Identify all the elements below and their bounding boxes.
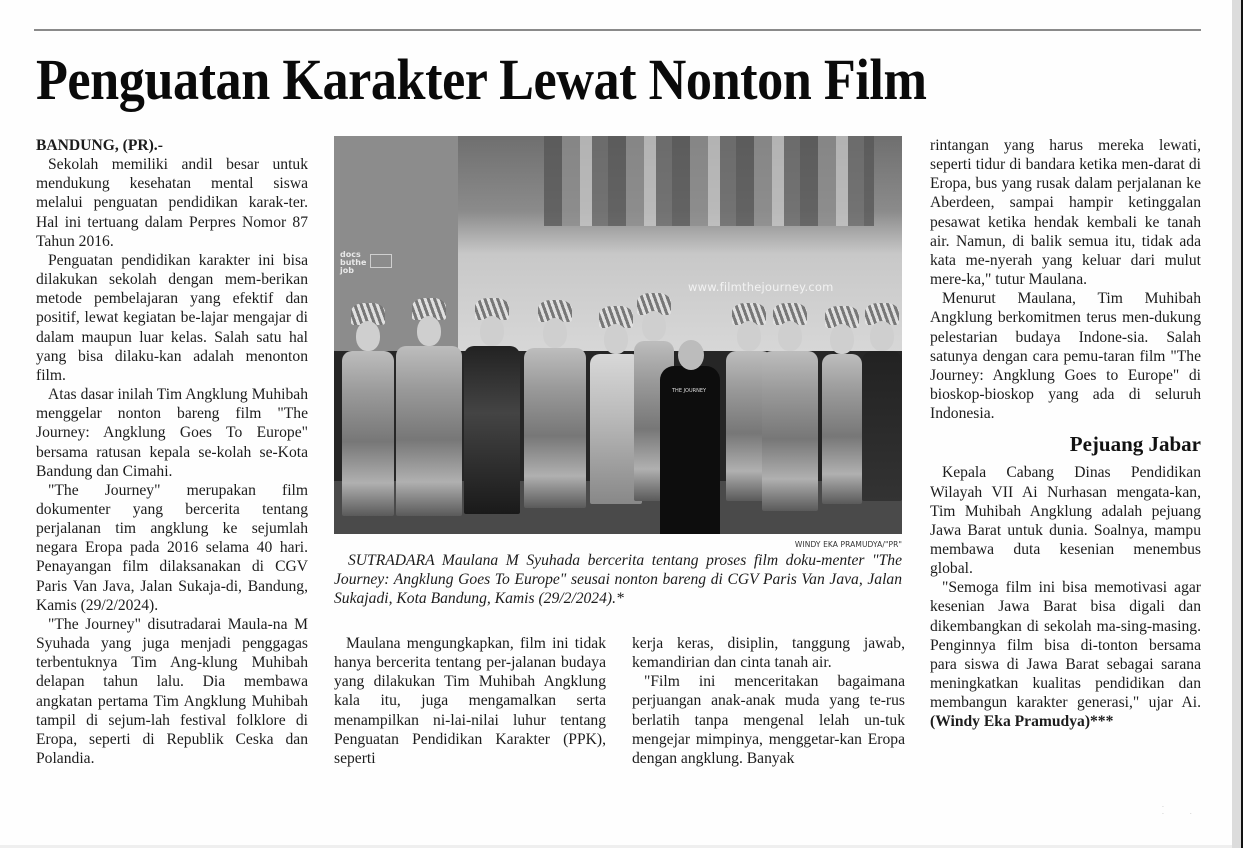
screen-image-people (544, 136, 874, 226)
performer-figure (762, 351, 818, 511)
speaker-head (678, 340, 704, 370)
article-column-2 (334, 634, 606, 768)
performer-figure (822, 354, 862, 504)
paragraph: Kepala Cabang Dinas Pendidikan Wilayah VII Ai Nurhasan mengata-kan, Tim Muhibah Angklung adalah pejuang Jawa Barat untuk dunia. Soalnya, mampu membawa duta kesenian menembus global. (930, 464, 1201, 578)
section-subhead: Pejuang Jabar (1069, 432, 1201, 457)
paragraph: Atas dasar inilah Tim Angklung Muhibah menggelar nonton bareng film "The Journey: Angklung Goes To Europe" bersama ratusan kepala se-kolah se-Kota Bandung dan Cimahi. (36, 386, 308, 480)
article-photo (334, 136, 902, 534)
byline: (Windy Eka Pramudya)*** (930, 713, 1114, 731)
paragraph: Menurut Maulana, Tim Muhibah Angklung berkomitmen terus men-dukung pelestarian budaya Indone-sia. Salah satunya dengan cara pemu-taran film "The Journey: Angklung Goes to Europe" di bioskop-bioskop yang ada di seluruh Indonesia. (930, 290, 1201, 423)
paragraph-text: "Semoga film ini bisa memotivasi agar kesenian Jawa Barat bisa digali dan dikembangkan di sekolah ma-sing-masing. Penginnya film bisa di-tonton bersama para siswa di Jawa Barat sebagai sarana meningkatkan kualitas pendidikan dan membangun karakter generasi," ujar Ai. (930, 579, 1201, 712)
article-column-3 (632, 634, 905, 768)
performer-figure (396, 346, 462, 516)
screen-logo-box (370, 254, 392, 268)
photo-credit: WINDY EKA PRAMUDYA/"PR" (794, 540, 902, 549)
performer-figure (342, 351, 394, 516)
article-column-4 (930, 136, 1201, 732)
paragraph: Maulana mengungkapkan, film ini tidak hanya bercerita tentang per-jalanan budaya yang dilakukan Tim Muhibah Angklung kala itu, juga mengamalkan serta menampilkan ni-lai-nilai luhur tentang Penguatan Pendidikan Karakter (PPK), seperti (334, 635, 606, 767)
performer-figure (524, 348, 586, 508)
performer-figure (862, 351, 902, 501)
screen-url-text: www.filmthejourney.com (688, 280, 834, 294)
shirt-text: THE JOURNEY (672, 388, 707, 394)
page-marks: · ·· (1162, 804, 1218, 818)
paragraph: kerja keras, disiplin, tanggung jawab, kemandirian dan cinta tanah air. (632, 635, 905, 672)
dateline: BANDUNG, (PR).- (36, 137, 163, 154)
top-rule-divider (34, 29, 1201, 31)
paragraph: Sekolah memiliki andil besar untuk mendukung kesehatan mental siswa melalui penguatan pendidikan karak-ter. Hal ini tertuang dalam Perpres Nomor 87 Tahun 2016. (36, 156, 308, 250)
screen-logo: docs buthe job (340, 250, 367, 275)
article-headline: Penguatan Karakter Lewat Nonton Film (36, 47, 927, 112)
paragraph: "The Journey" merupakan film dokumenter yang bercerita tentang perjalanan tim angklung ke sejumlah negara Eropa pada 2016 selama 40 hari. Penayangan film dilaksanakan di CGV Paris Van Java, Jalan Sukaja-di, Bandung, Kamis (29/2/2024). (36, 481, 308, 614)
performer-figure (464, 346, 520, 514)
paragraph (930, 578, 1201, 731)
paragraph: rintangan yang harus mereka lewati, seperti tidur di bandara ketika men-darat di Eropa, bus yang rusak dalam perjalanan ke Aberdeen, sampai hampir ketinggalan pesawat ketika hendak kembali ke tanah air. Namun, di balik semua itu, tidak ada kata me-nyerah yang keluar dari mulut mere-ka," tutur Maulana. (930, 137, 1201, 289)
paragraph: "The Journey" disutradarai Maula-na M Syuhada yang juga menjadi penggagas terbentuknya Tim Ang-klung Muhibah delapan tahun lalu. Dia membawa angkatan pertama Tim Angklung Muhibah tampil di sejum-lah festival folklore di Eropa, seperti di Republik Ceska dan Polandia. (36, 615, 308, 767)
speaker-figure (660, 366, 720, 534)
photo-caption: SUTRADARA Maulana M Syuhada bercerita tentang proses film doku-menter "The Journey: Angklung Goes To Europe" seusai nonton bareng di CGV Paris Van Java, Jalan Sukajadi, Kota Bandung, Kamis (29/2/2024).* (334, 552, 902, 608)
article-column-1 (36, 136, 308, 768)
paragraph: Penguatan pendidikan karakter ini bisa dilakukan sekolah dengan mem-berikan metode pembelajaran yang efektif dan positif, lewat kegiatan be-lajar mengajar di dalam maupun luar kelas. Salah satu hal yang bisa dilaku-kan adalah menonton film. (36, 251, 308, 384)
paragraph: "Film ini menceritakan bagaimana perjuangan anak-anak muda yang te-rus berlatih tanpa mengenal lelah un-tuk mengejar mimpinya, menggetar-kan Eropa dengan angklung. Banyak (632, 673, 905, 767)
